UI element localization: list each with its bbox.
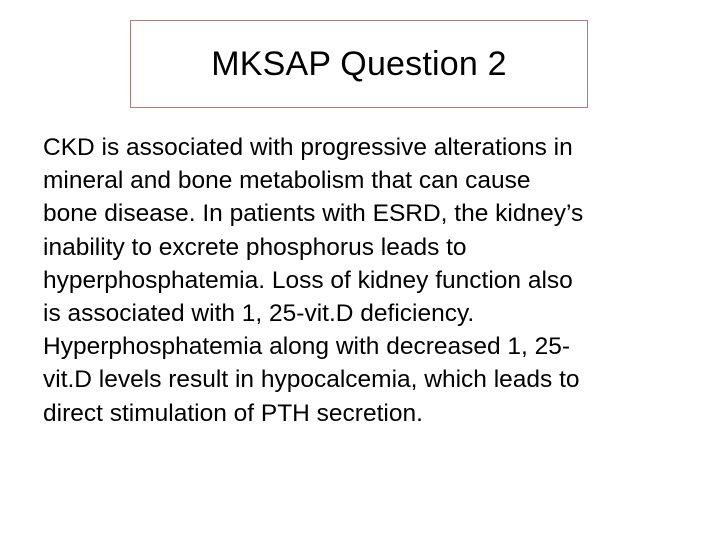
slide-body-text (43, 131, 693, 430)
body-line: hyperphosphatemia. Loss of kidney function also (43, 266, 573, 294)
slide-title: MKSAP Question 2 (211, 44, 507, 83)
body-line: bone disease. In patients with ESRD, the kidney’s (43, 200, 584, 228)
body-line: Hyperphosphatemia along with decreased 1, 25- (43, 333, 571, 361)
body-line: direct stimulation of PTH secretion. (43, 399, 423, 427)
body-line: is associated with 1, 25-vit.D deficiency. (43, 300, 475, 328)
slide-title-box (130, 20, 588, 108)
body-line: CKD is associated with progressive alterations in (43, 134, 573, 161)
body-line: inability to excrete phosphorus leads to (43, 233, 467, 261)
body-line: vit.D levels result in hypocalcemia, which leads to (43, 366, 580, 394)
body-line: mineral and bone metabolism that can cause (43, 167, 531, 195)
